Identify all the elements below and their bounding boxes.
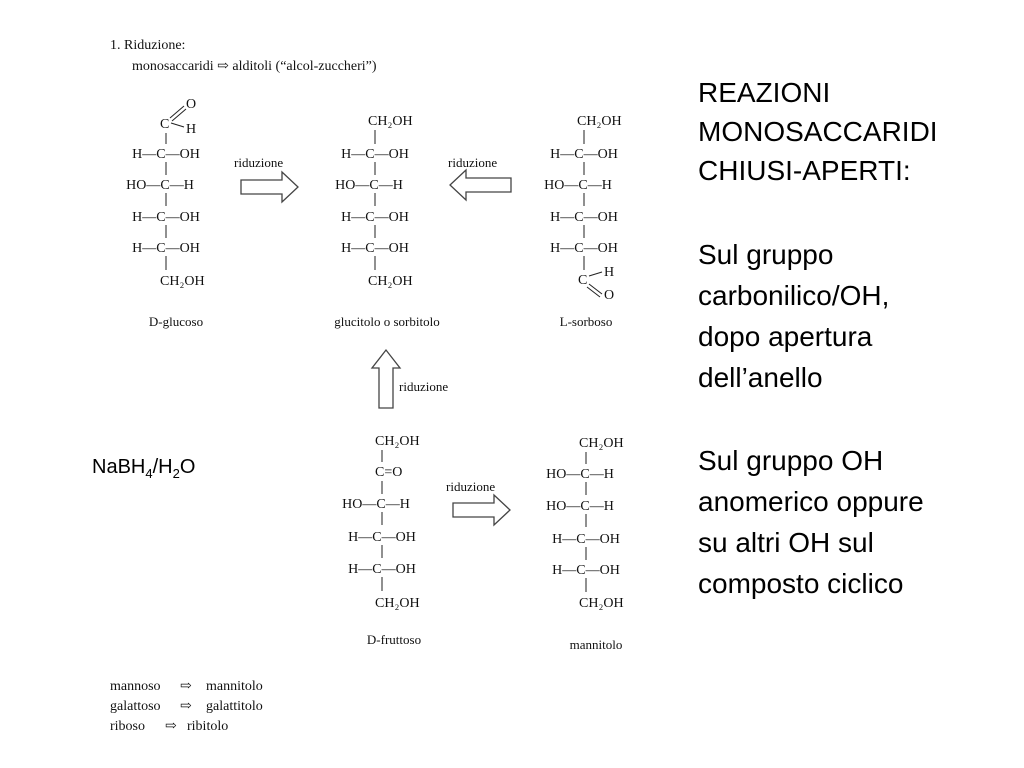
mannitol-structure: [546, 436, 623, 652]
example-1-arrow-icon: ⇨: [180, 679, 192, 694]
panel-para1-line-1: Sul gruppo: [698, 239, 834, 270]
glucitol-c1-row: CH₂OH: [368, 114, 413, 129]
panel-para2-line-3: su altri OH sul: [698, 527, 874, 558]
fructose-c5-row: H—C—OH: [348, 562, 416, 577]
glucitol-c3-row: HO—C—H: [335, 178, 403, 193]
fructose-structure: [342, 434, 421, 647]
panel-para1-line-3: dopo apertura: [698, 321, 873, 352]
glucitol-name: glucitolo o sorbitolo: [334, 314, 440, 329]
mannitol-c4-row: H—C—OH: [552, 532, 620, 547]
glucose-name: D-glucoso: [148, 314, 204, 329]
sorbose-c4-row: H—C—OH: [550, 210, 618, 225]
arrow-label-1: riduzione: [234, 155, 284, 170]
sorbose-c2-row: H—C—OH: [550, 147, 618, 162]
reagent-label: $NaBH_4/H_2O$: [92, 456, 196, 481]
example-3-arrow-icon: ⇨: [165, 719, 177, 734]
reduction-arrow-right-2: [453, 495, 510, 525]
arrow-label-3: riduzione: [399, 379, 449, 394]
glucose-c1-oxygen: O: [186, 97, 197, 112]
fructose-c2-row: C=O: [375, 465, 403, 480]
example-1-to: mannitolo: [206, 679, 263, 694]
sorbose-c5-row: H—C—OH: [550, 241, 618, 256]
glucose-structure: [126, 97, 204, 329]
section-subtitle: monosaccaridi ⇨ alditoli (“alcol-zuccheri”): [132, 59, 377, 74]
example-3-from: riboso: [110, 719, 145, 734]
fructose-c3-row: HO—C—H: [342, 497, 410, 512]
glucose-c5-row: H—C—OH: [132, 241, 200, 256]
panel-title-line-1: REAZIONI: [698, 77, 831, 108]
sorbose-structure: [544, 114, 621, 329]
fructose-name: D-fruttoso: [366, 632, 422, 647]
panel-para2-line-1: Sul gruppo OH: [698, 445, 884, 476]
sorbose-c6-hydrogen: H: [604, 265, 615, 280]
glucose-c2-row: H—C—OH: [132, 147, 200, 162]
panel-para2-line-2: anomerico oppure: [698, 486, 924, 517]
example-2-to: galattitolo: [206, 699, 263, 714]
sorbose-c6-carbon: C: [578, 273, 588, 288]
sorbose-c3-row: HO—C—H: [544, 178, 612, 193]
glucitol-c4-row: H—C—OH: [341, 210, 409, 225]
glucitol-c6-row: CH₂OH: [368, 274, 413, 289]
glucose-c6-row: CH₂OH: [160, 274, 205, 289]
panel-para1-line-2: carbonilico/OH,: [698, 280, 890, 311]
sorbose-c6-oxygen: O: [604, 288, 615, 303]
glucose-c4-row: H—C—OH: [132, 210, 200, 225]
example-3-to: ribitolo: [187, 719, 229, 734]
mannitol-c6-row: CH₂OH: [579, 596, 624, 611]
sorbose-c1-row: CH₂OH: [577, 114, 622, 129]
panel-title-line-2: MONOSACCARIDI: [698, 116, 938, 147]
glucose-c1-carbon: C: [160, 117, 170, 132]
fructose-c4-row: H—C—OH: [348, 530, 416, 545]
arrow-label-4: riduzione: [446, 479, 496, 494]
panel-para1-line-4: dell’anello: [698, 362, 823, 393]
mannitol-c3-row: HO—C—H: [546, 499, 614, 514]
glucitol-c5-row: H—C—OH: [341, 241, 409, 256]
mannitol-c2-row: HO—C—H: [546, 467, 614, 482]
example-2-from: galattoso: [110, 699, 161, 714]
reduction-arrow-up: [372, 350, 400, 408]
reduction-arrow-left: [450, 170, 511, 200]
panel-title-line-3: CHIUSI-APERTI:: [698, 155, 911, 186]
example-1-from: mannoso: [110, 679, 161, 694]
examples-list: [110, 679, 263, 734]
glucitol-structure: [334, 114, 439, 329]
glucose-c1-hydrogen: H: [186, 122, 197, 137]
glucitol-c2-row: H—C—OH: [341, 147, 409, 162]
mannitol-c5-row: H—C—OH: [552, 563, 620, 578]
glucose-c3-row: HO—C—H: [126, 178, 194, 193]
section-title: 1. Riduzione:: [110, 38, 186, 53]
reduction-arrow-right-1: [241, 172, 298, 202]
fructose-c6-row: CH₂OH: [375, 596, 420, 611]
mannitol-c1-row: CH₂OH: [579, 436, 624, 451]
fructose-c1-row: CH₂OH: [375, 434, 420, 449]
sorbose-name: L-sorboso: [559, 314, 613, 329]
example-2-arrow-icon: ⇨: [180, 699, 192, 714]
panel-para2-line-4: composto ciclico: [698, 568, 904, 599]
arrow-label-2: riduzione: [448, 155, 498, 170]
mannitol-name: mannitolo: [569, 637, 623, 652]
